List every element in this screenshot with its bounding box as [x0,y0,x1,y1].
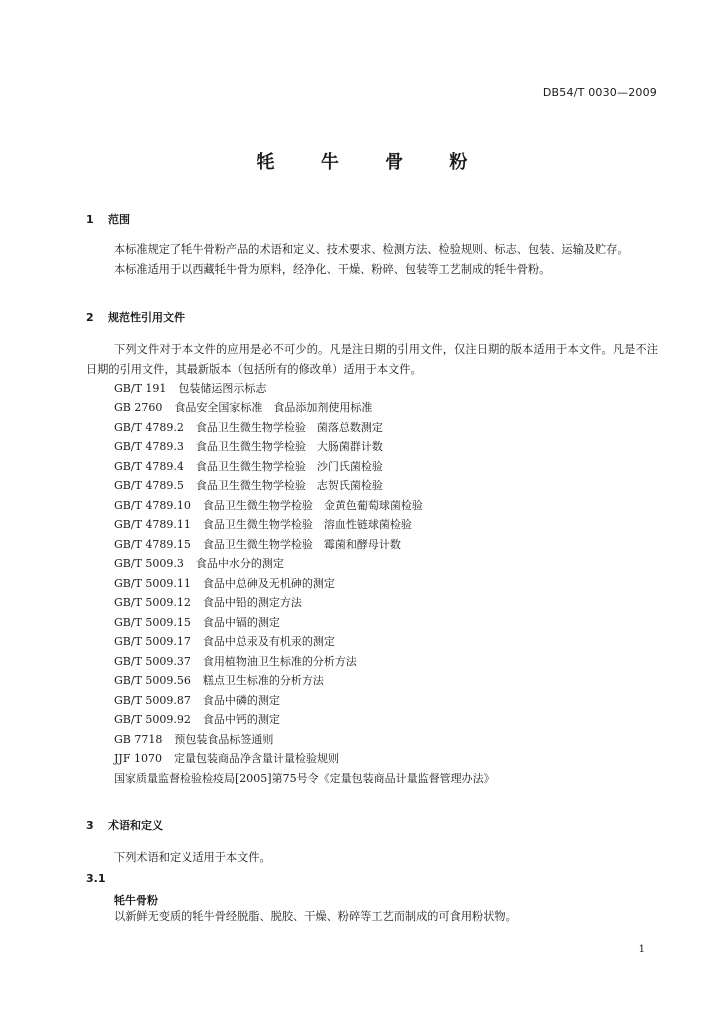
reference-title: 食品中磷的测定 [202,694,280,707]
reference-code: GB/T 5009.56 [114,674,191,687]
reference-code: GB/T 5009.17 [114,635,191,648]
section-title: 术语和定义 [108,819,163,832]
reference-title: 包装储运图示标志 [178,382,267,395]
section-1-paragraph-2: 本标准适用于以西藏牦牛骨为原料，经净化、干燥、粉碎、包装等工艺制成的牦牛骨粉。 [114,263,551,276]
reference-code: GB/T 4789.5 [114,479,184,492]
reference-code: JJF 1070 [114,752,162,765]
reference-code: GB 2760 [114,401,163,414]
reference-title: 食品卫生微生物学检验 菌落总数测定 [195,421,383,434]
reference-item [114,515,412,535]
page-number: 1 [638,944,645,955]
reference-code: GB/T 4789.4 [114,460,184,473]
reference-title: 糕点卫生标准的分析方法 [202,674,324,687]
section-title: 范围 [108,213,130,226]
reference-title: 食品卫生微生物学检验 志贺氏菌检验 [195,479,383,492]
reference-item [114,398,372,418]
reference-code: GB 7718 [114,733,163,746]
reference-title: 预包装食品标签通则 [174,733,274,746]
section-number: 2 [86,311,94,324]
document-title: 牦 牛 骨 粉 [256,152,488,173]
reference-item [114,632,335,652]
reference-code: GB/T 5009.11 [114,577,191,590]
reference-item [114,574,335,594]
reference-item [114,691,280,711]
reference-code: GB/T 5009.37 [114,655,191,668]
reference-item [114,710,280,730]
reference-item [114,437,383,457]
reference-title: 食品中总汞及有机汞的测定 [202,635,335,648]
section-1-paragraph-1: 本标准规定了牦牛骨粉产品的术语和定义、技术要求、检测方法、检验规则、标志、包装、运输及贮存。 [114,243,629,256]
section-number: 1 [86,213,94,226]
reference-item [114,652,357,672]
term-name: 牦牛骨粉 [114,894,158,907]
reference-item [114,476,383,496]
reference-item [114,613,280,633]
section-title: 规范性引用文件 [108,311,185,324]
reference-code: GB/T 191 [114,382,167,395]
reference-code: GB/T 5009.15 [114,616,191,629]
reference-item [114,593,302,613]
section-3-heading [86,817,163,833]
reference-item [114,379,266,399]
reference-title: 食品中铅的测定方法 [202,596,302,609]
reference-code: GB/T 4789.3 [114,440,184,453]
term-number: 3.1 [86,872,106,885]
reference-title: 食品卫生微生物学检验 溶血性链球菌检验 [202,518,412,531]
reference-code: GB/T 4789.2 [114,421,184,434]
section-3-intro: 下列术语和定义适用于本文件。 [114,851,271,864]
reference-title: 国家质量监督检验检疫局[2005]第75号令《定量包装商品计量监督管理办法》 [114,772,495,785]
reference-item [114,535,401,555]
term-definition: 以新鲜无变质的牦牛骨经脱脂、脱胶、干燥、粉碎等工艺而制成的可食用粉状物。 [114,910,517,923]
reference-item [114,496,423,516]
reference-code: GB/T 5009.12 [114,596,191,609]
reference-title: 食品卫生微生物学检验 沙门氏菌检验 [195,460,383,473]
reference-title: 食用植物油卫生标准的分析方法 [202,655,357,668]
reference-code: GB/T 5009.3 [114,557,184,570]
reference-item [114,457,383,477]
reference-title: 食品中镉的测定 [202,616,280,629]
reference-item [114,769,495,789]
section-2-intro: 下列文件对于本文件的应用是必不可少的。凡是注日期的引用文件，仅注日期的版本适用于本文件。凡是不注日期的引用文件，其最新版本（包括所有的修改单）适用于本文件。 [86,343,658,376]
reference-title: 定量包装商品净含量计量检验规则 [173,752,339,765]
reference-title: 食品中水分的测定 [195,557,284,570]
reference-code: GB/T 5009.87 [114,694,191,707]
reference-title: 食品中总砷及无机砷的测定 [202,577,335,590]
reference-title: 食品中钙的测定 [202,713,280,726]
reference-code: GB/T 4789.10 [114,499,191,512]
section-2-heading [86,309,185,325]
reference-title: 食品安全国家标准 食品添加剂使用标准 [174,401,373,414]
reference-title: 食品卫生微生物学检验 霉菌和酵母计数 [202,538,401,551]
reference-item [114,671,324,691]
reference-item [114,554,284,574]
reference-item [114,730,273,750]
reference-title: 食品卫生微生物学检验 金黄色葡萄球菌检验 [202,499,423,512]
reference-title: 食品卫生微生物学检验 大肠菌群计数 [195,440,383,453]
reference-item [114,749,339,769]
reference-item [114,418,383,438]
section-number: 3 [86,819,94,832]
reference-code: GB/T 5009.92 [114,713,191,726]
reference-code: GB/T 4789.11 [114,518,191,531]
reference-code: GB/T 4789.15 [114,538,191,551]
section-1-heading [86,211,130,227]
document-code: DB54/T 0030—2009 [542,86,657,99]
